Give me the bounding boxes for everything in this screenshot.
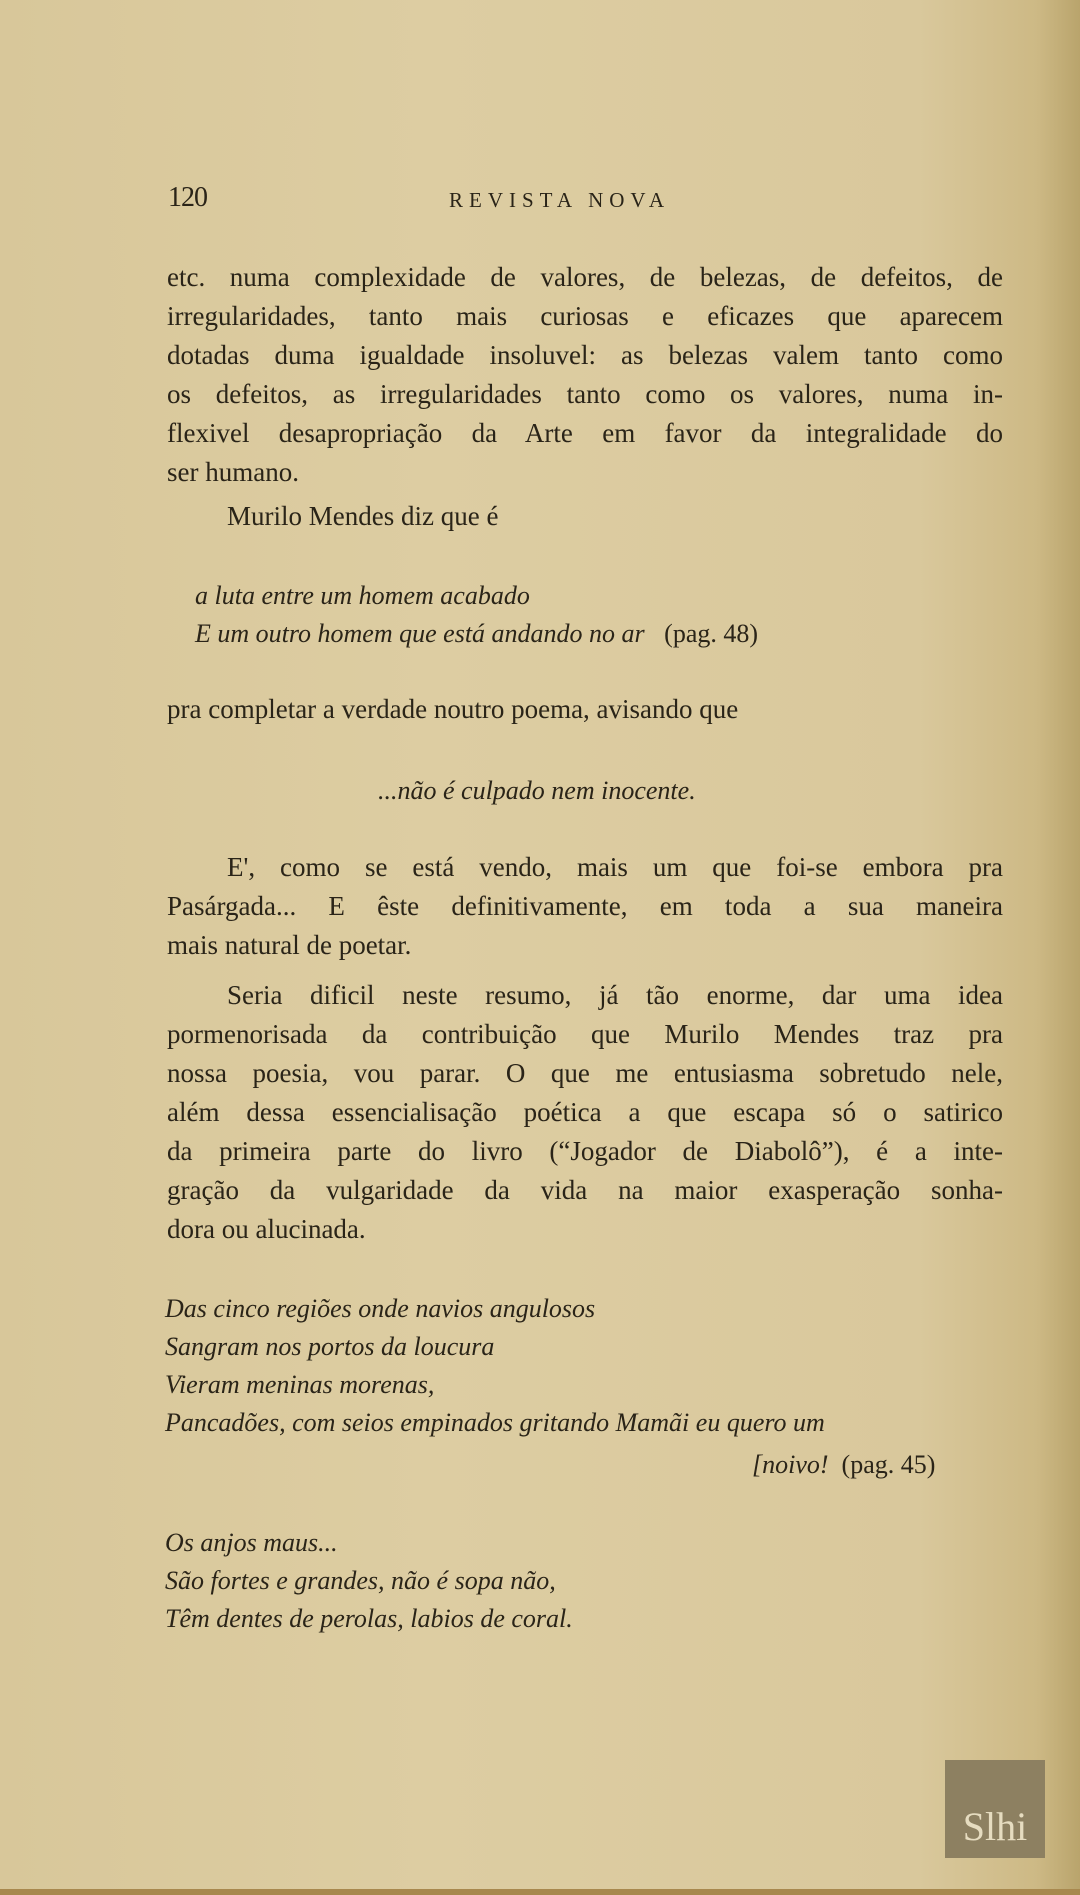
verse-1 — [165, 1290, 825, 1442]
text-line: da primeira parte do livro (“Jogador de Diabolô”), é a inte- — [167, 1136, 1003, 1166]
text-line: etc. numa complexidade de valores, de belezas, de defeitos, de — [167, 262, 1003, 292]
text-line: gração da vulgaridade da vida na maior exasperação sonha- — [167, 1175, 1003, 1205]
text-line: irregularidades, tanto mais curiosas e eficazes que aparecem — [167, 301, 1003, 331]
page-header — [168, 182, 1003, 222]
verse-line — [195, 615, 758, 653]
verse-1-continuation — [752, 1446, 935, 1484]
paragraph-2 — [167, 848, 1003, 965]
paragraph-3 — [167, 976, 1003, 1249]
quote-2 — [378, 772, 696, 810]
verse-line: Sangram nos portos da loucura — [165, 1332, 495, 1361]
text-line: nossa poesia, vou parar. O que me entusiasma sobretudo nele, — [167, 1058, 1003, 1088]
library-logo — [945, 1760, 1045, 1858]
verse-line: Têm dentes de perolas, labios de coral. — [165, 1604, 573, 1633]
verse-line — [752, 1446, 935, 1484]
text-line: mais natural de poetar. — [167, 930, 412, 960]
logo-text: Slhi — [962, 1804, 1028, 1849]
verse-line: Pancadões, com seios empinados gritando Mamãi eu quero um — [165, 1408, 825, 1437]
text-line: ser humano. — [167, 457, 299, 487]
intro-line: Murilo Mendes diz que é — [227, 501, 499, 531]
quote-1 — [195, 577, 758, 653]
text-line: pormenorisada da contribuição que Murilo Mendes traz pra — [167, 1019, 1003, 1049]
bridge-line-block — [167, 690, 1003, 729]
verse-line: Das cinco regiões onde navios angulosos — [165, 1294, 596, 1323]
page-number: 120 — [168, 182, 207, 213]
verse-line: ...não é culpado nem inocente. — [378, 776, 696, 805]
bridge-line: pra completar a verdade noutro poema, avisando que — [167, 694, 739, 724]
paragraph-1 — [167, 258, 1003, 492]
running-title: REVISTA NOVA — [449, 188, 671, 212]
text-line: Pasárgada... E êste definitivamente, em toda a sua maneira — [167, 891, 1003, 921]
intro-line-block — [167, 497, 1003, 536]
verse-line: Os anjos maus... — [165, 1528, 338, 1557]
verse-2 — [165, 1524, 573, 1638]
page-reference: (pag. 45) — [841, 1450, 936, 1479]
verse-line: Vieram meninas morenas, — [165, 1370, 435, 1399]
page-reference: (pag. 48) — [664, 619, 759, 648]
page-edge — [0, 1889, 1080, 1895]
text-line: dora ou alucinada. — [167, 1214, 366, 1244]
text-line: E', como se está vendo, mais um que foi-se embora pra — [227, 852, 1003, 882]
text-line: os defeitos, as irregularidades tanto como os valores, numa in- — [167, 379, 1003, 409]
verse-line-text: E um outro homem que está andando no ar — [195, 619, 645, 648]
text-line: Seria dificil neste resumo, já tão enorme, dar uma idea — [227, 980, 1003, 1010]
text-line: dotadas duma igualdade insoluvel: as belezas valem tanto como — [167, 340, 1003, 370]
text-line: além dessa essencialisação poética a que escapa só o satirico — [167, 1097, 1003, 1127]
verse-line: a luta entre um homem acabado — [195, 581, 530, 610]
verse-line: São fortes e grandes, não é sopa não, — [165, 1566, 556, 1595]
verse-line-text: [noivo! — [752, 1450, 829, 1479]
text-line: flexivel desapropriação da Arte em favor da integralidade do — [167, 418, 1003, 448]
